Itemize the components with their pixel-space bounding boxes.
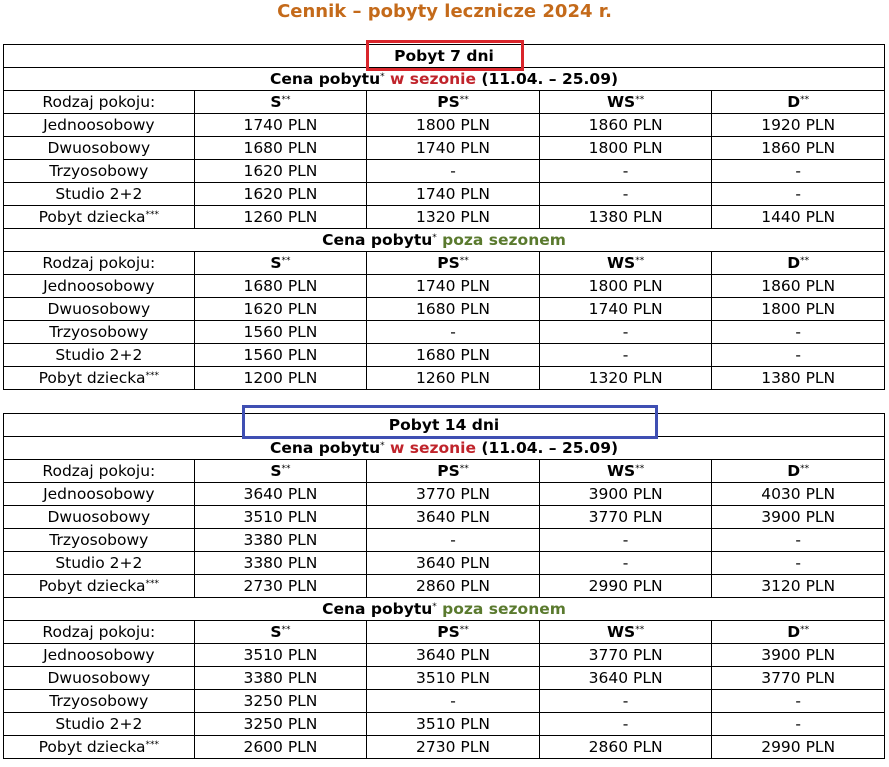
season-in-label: w sezonie [390, 439, 476, 457]
footnote-stars: ** [459, 625, 469, 635]
room-type-label: Dwuosobowy [47, 508, 151, 526]
season-header-row-cell [4, 437, 885, 460]
price-cell-d: 3900 PLN [712, 506, 885, 529]
price-cell-d: 1860 PLN [712, 137, 885, 160]
table-row [4, 575, 885, 598]
season-out-label: poza sezonem [442, 231, 566, 249]
price-cell-ps: - [367, 160, 540, 183]
room-type-label: Studio 2+2 [55, 715, 143, 733]
footnote-stars: *** [145, 210, 159, 220]
footnote-star: * [380, 441, 385, 451]
price-cell-ps: 1740 PLN [367, 275, 540, 298]
room-type-cell [4, 690, 195, 713]
column-header-ws [539, 91, 712, 114]
price-cell-d: - [712, 344, 885, 367]
footnote-stars: ** [281, 625, 291, 635]
price-cell-ws: 2860 PLN [539, 736, 712, 759]
column-label: D [787, 254, 801, 272]
price-table-7-days [3, 44, 885, 390]
price-cell-d: - [712, 183, 885, 206]
room-type-label: Pobyt dziecka [38, 577, 146, 595]
price-cell-ps: 1680 PLN [367, 298, 540, 321]
price-cell-d: - [712, 160, 885, 183]
price-cell-ps: 3770 PLN [367, 483, 540, 506]
offseason-header-row [4, 598, 885, 621]
season-in-label: w sezonie [390, 70, 476, 88]
room-type-label: Trzyosobowy [49, 162, 149, 180]
column-label: WS [606, 93, 636, 111]
price-cell-s: 1260 PLN [194, 206, 367, 229]
price-cell-ws: 2990 PLN [539, 575, 712, 598]
price-cell-s: 1620 PLN [194, 298, 367, 321]
price-cell-s: 3510 PLN [194, 644, 367, 667]
column-label: PS [437, 462, 460, 480]
price-cell-ws: 1740 PLN [539, 298, 712, 321]
footnote-stars: ** [459, 256, 469, 266]
column-header-row [4, 460, 885, 483]
footnote-stars: *** [145, 371, 159, 381]
room-type-header: Rodzaj pokoju: [4, 252, 195, 275]
price-cell-ps: 1320 PLN [367, 206, 540, 229]
table-row [4, 367, 885, 390]
room-type-cell [4, 344, 195, 367]
price-cell-ps: 2860 PLN [367, 575, 540, 598]
price-cell-s: 2730 PLN [194, 575, 367, 598]
price-cell-d: 3900 PLN [712, 644, 885, 667]
price-cell-s: 1620 PLN [194, 160, 367, 183]
table-row [4, 713, 885, 736]
room-type-label: Trzyosobowy [49, 323, 149, 341]
offseason-header-row [4, 229, 885, 252]
table-row [4, 552, 885, 575]
price-cell-s: 1740 PLN [194, 114, 367, 137]
column-label: WS [606, 254, 636, 272]
price-cell-ws: - [539, 690, 712, 713]
table-row [4, 206, 885, 229]
room-type-label: Jednoosobowy [43, 485, 155, 503]
price-cell-s: 3380 PLN [194, 667, 367, 690]
price-cell-s: 1620 PLN [194, 183, 367, 206]
room-type-cell [4, 160, 195, 183]
room-type-cell [4, 736, 195, 759]
footnote-stars: *** [145, 740, 159, 750]
price-cell-ps: - [367, 321, 540, 344]
table-row [4, 160, 885, 183]
room-type-label: Jednoosobowy [43, 646, 155, 664]
season-prefix: Cena pobytu [322, 231, 433, 249]
room-type-cell [4, 575, 195, 598]
table-row [4, 667, 885, 690]
column-label: S [270, 254, 282, 272]
price-cell-ps: 1740 PLN [367, 137, 540, 160]
column-label: PS [437, 254, 460, 272]
price-cell-d: 2990 PLN [712, 736, 885, 759]
price-cell-d: 1860 PLN [712, 275, 885, 298]
room-type-label: Jednoosobowy [43, 116, 155, 134]
footnote-stars: ** [459, 95, 469, 105]
price-cell-d: - [712, 552, 885, 575]
price-cell-ws: 1800 PLN [539, 137, 712, 160]
duration-header-row-cell [4, 414, 885, 437]
page-title: Cennik – pobyty lecznicze 2024 r. [277, 1, 612, 22]
column-header-ws [539, 621, 712, 644]
price-cell-ws: 3770 PLN [539, 506, 712, 529]
price-cell-d: - [712, 529, 885, 552]
column-label: D [787, 623, 801, 641]
price-cell-s: 3380 PLN [194, 552, 367, 575]
price-cell-ws: 3900 PLN [539, 483, 712, 506]
price-cell-d: 4030 PLN [712, 483, 885, 506]
table-row [4, 506, 885, 529]
room-type-label: Studio 2+2 [55, 346, 143, 364]
room-type-cell [4, 137, 195, 160]
price-cell-ps: 1800 PLN [367, 114, 540, 137]
room-type-label: Dwuosobowy [47, 300, 151, 318]
price-cell-d: 1380 PLN [712, 367, 885, 390]
price-cell-d: 1800 PLN [712, 298, 885, 321]
room-type-label: Pobyt dziecka [38, 208, 146, 226]
column-label: WS [606, 623, 636, 641]
footer-cutoff [0, 760, 889, 767]
room-type-cell [4, 206, 195, 229]
season-prefix: Cena pobytu [269, 70, 381, 88]
table-row [4, 690, 885, 713]
room-type-cell [4, 183, 195, 206]
price-cell-ps: 1740 PLN [367, 183, 540, 206]
season-prefix: Cena pobytu [269, 439, 381, 457]
price-cell-d: - [712, 713, 885, 736]
price-cell-d: - [712, 321, 885, 344]
room-type-label: Jednoosobowy [43, 277, 155, 295]
price-table-14-days [3, 413, 885, 759]
table-row [4, 298, 885, 321]
table-row [4, 114, 885, 137]
footnote-stars: ** [800, 625, 810, 635]
price-cell-ws: - [539, 344, 712, 367]
duration-header-row-cell [4, 45, 885, 68]
price-cell-s: 2600 PLN [194, 736, 367, 759]
table-row [4, 321, 885, 344]
room-type-label: Studio 2+2 [55, 554, 143, 572]
season-out-label: poza sezonem [442, 600, 566, 618]
room-type-cell [4, 667, 195, 690]
column-header-d [712, 621, 885, 644]
table-row [4, 529, 885, 552]
column-label: PS [437, 93, 460, 111]
column-header-ps [367, 621, 540, 644]
room-type-cell [4, 713, 195, 736]
column-header-d [712, 460, 885, 483]
room-type-label: Pobyt dziecka [38, 369, 146, 387]
season-prefix: Cena pobytu [322, 600, 433, 618]
price-cell-ws: - [539, 321, 712, 344]
price-cell-s: 1680 PLN [194, 137, 367, 160]
price-cell-d: 3770 PLN [712, 667, 885, 690]
season-dates: (11.04. – 25.09) [481, 439, 619, 457]
room-type-label: Trzyosobowy [49, 531, 149, 549]
price-cell-s: 1560 PLN [194, 344, 367, 367]
column-header-s [194, 91, 367, 114]
column-header-ws [539, 460, 712, 483]
footnote-stars: ** [635, 625, 645, 635]
footnote-stars: ** [800, 256, 810, 266]
price-cell-d: - [712, 690, 885, 713]
footnote-star: * [380, 72, 385, 82]
season-header-row [4, 68, 885, 91]
table-row [4, 344, 885, 367]
price-cell-s: 3640 PLN [194, 483, 367, 506]
table-row [4, 483, 885, 506]
duration-heading: Pobyt 14 dni [388, 416, 500, 434]
footnote-stars: ** [800, 95, 810, 105]
column-header-ps [367, 91, 540, 114]
column-header-s [194, 621, 367, 644]
column-label: S [270, 462, 282, 480]
price-cell-ps: - [367, 690, 540, 713]
price-cell-ps: 3640 PLN [367, 506, 540, 529]
footnote-stars: ** [635, 464, 645, 474]
price-cell-ws: - [539, 552, 712, 575]
footnote-stars: ** [281, 95, 291, 105]
room-type-cell [4, 506, 195, 529]
price-cell-ws: 3640 PLN [539, 667, 712, 690]
room-type-label: Studio 2+2 [55, 185, 143, 203]
column-label: S [270, 623, 282, 641]
room-type-cell [4, 367, 195, 390]
price-cell-s: 1680 PLN [194, 275, 367, 298]
room-type-cell [4, 529, 195, 552]
table-row [4, 183, 885, 206]
price-cell-ws: 1800 PLN [539, 275, 712, 298]
price-cell-ps: 3640 PLN [367, 644, 540, 667]
price-cell-d: 1440 PLN [712, 206, 885, 229]
room-type-cell [4, 483, 195, 506]
column-header-s [194, 460, 367, 483]
price-cell-ws: - [539, 529, 712, 552]
room-type-cell [4, 321, 195, 344]
footnote-stars: ** [635, 256, 645, 266]
column-header-ps [367, 252, 540, 275]
table-row [4, 644, 885, 667]
room-type-cell [4, 298, 195, 321]
room-type-header: Rodzaj pokoju: [4, 460, 195, 483]
footnote-stars: ** [459, 464, 469, 474]
price-cell-d: 1920 PLN [712, 114, 885, 137]
price-cell-ps: - [367, 529, 540, 552]
footnote-stars: ** [635, 95, 645, 105]
column-header-ws [539, 252, 712, 275]
price-cell-ws: 3770 PLN [539, 644, 712, 667]
price-cell-ws: 1860 PLN [539, 114, 712, 137]
duration-heading: Pobyt 7 dni [394, 47, 494, 65]
column-header-row [4, 252, 885, 275]
price-cell-ps: 1260 PLN [367, 367, 540, 390]
duration-header-row [4, 45, 885, 68]
season-header-row [4, 437, 885, 460]
price-cell-ws: - [539, 713, 712, 736]
price-cell-ps: 3510 PLN [367, 713, 540, 736]
price-cell-s: 1560 PLN [194, 321, 367, 344]
column-header-row [4, 621, 885, 644]
price-cell-d: 3120 PLN [712, 575, 885, 598]
price-cell-ws: 1320 PLN [539, 367, 712, 390]
price-cell-s: 3510 PLN [194, 506, 367, 529]
column-label: D [787, 462, 801, 480]
column-header-d [712, 252, 885, 275]
price-cell-s: 3380 PLN [194, 529, 367, 552]
room-type-cell [4, 644, 195, 667]
duration-header-row [4, 414, 885, 437]
price-cell-s: 3250 PLN [194, 690, 367, 713]
price-cell-s: 3250 PLN [194, 713, 367, 736]
room-type-cell [4, 552, 195, 575]
footnote-stars: ** [281, 464, 291, 474]
footnote-stars: ** [281, 256, 291, 266]
price-cell-ps: 1680 PLN [367, 344, 540, 367]
room-type-label: Dwuosobowy [47, 669, 151, 687]
season-header-row-cell [4, 68, 885, 91]
room-type-label: Pobyt dziecka [38, 738, 146, 756]
footnote-stars: *** [145, 579, 159, 589]
season-dates: (11.04. – 25.09) [481, 70, 619, 88]
column-label: PS [437, 623, 460, 641]
price-cell-ps: 2730 PLN [367, 736, 540, 759]
price-cell-ws: - [539, 160, 712, 183]
column-label: WS [606, 462, 636, 480]
column-label: D [787, 93, 801, 111]
room-type-cell [4, 275, 195, 298]
column-label: S [270, 93, 282, 111]
column-header-ps [367, 460, 540, 483]
room-type-label: Trzyosobowy [49, 692, 149, 710]
footnote-star: * [432, 602, 437, 612]
room-type-label: Dwuosobowy [47, 139, 151, 157]
price-cell-ps: 3510 PLN [367, 667, 540, 690]
price-cell-ws: - [539, 183, 712, 206]
price-cell-ws: 1380 PLN [539, 206, 712, 229]
column-header-d [712, 91, 885, 114]
price-cell-s: 1200 PLN [194, 367, 367, 390]
footnote-stars: ** [800, 464, 810, 474]
offseason-header-row-cell [4, 229, 885, 252]
offseason-header-row-cell [4, 598, 885, 621]
room-type-cell [4, 114, 195, 137]
table-row [4, 736, 885, 759]
table-row [4, 275, 885, 298]
price-cell-ps: 3640 PLN [367, 552, 540, 575]
room-type-header: Rodzaj pokoju: [4, 91, 195, 114]
column-header-s [194, 252, 367, 275]
table-row [4, 137, 885, 160]
column-header-row [4, 91, 885, 114]
room-type-header: Rodzaj pokoju: [4, 621, 195, 644]
footnote-star: * [432, 233, 437, 243]
